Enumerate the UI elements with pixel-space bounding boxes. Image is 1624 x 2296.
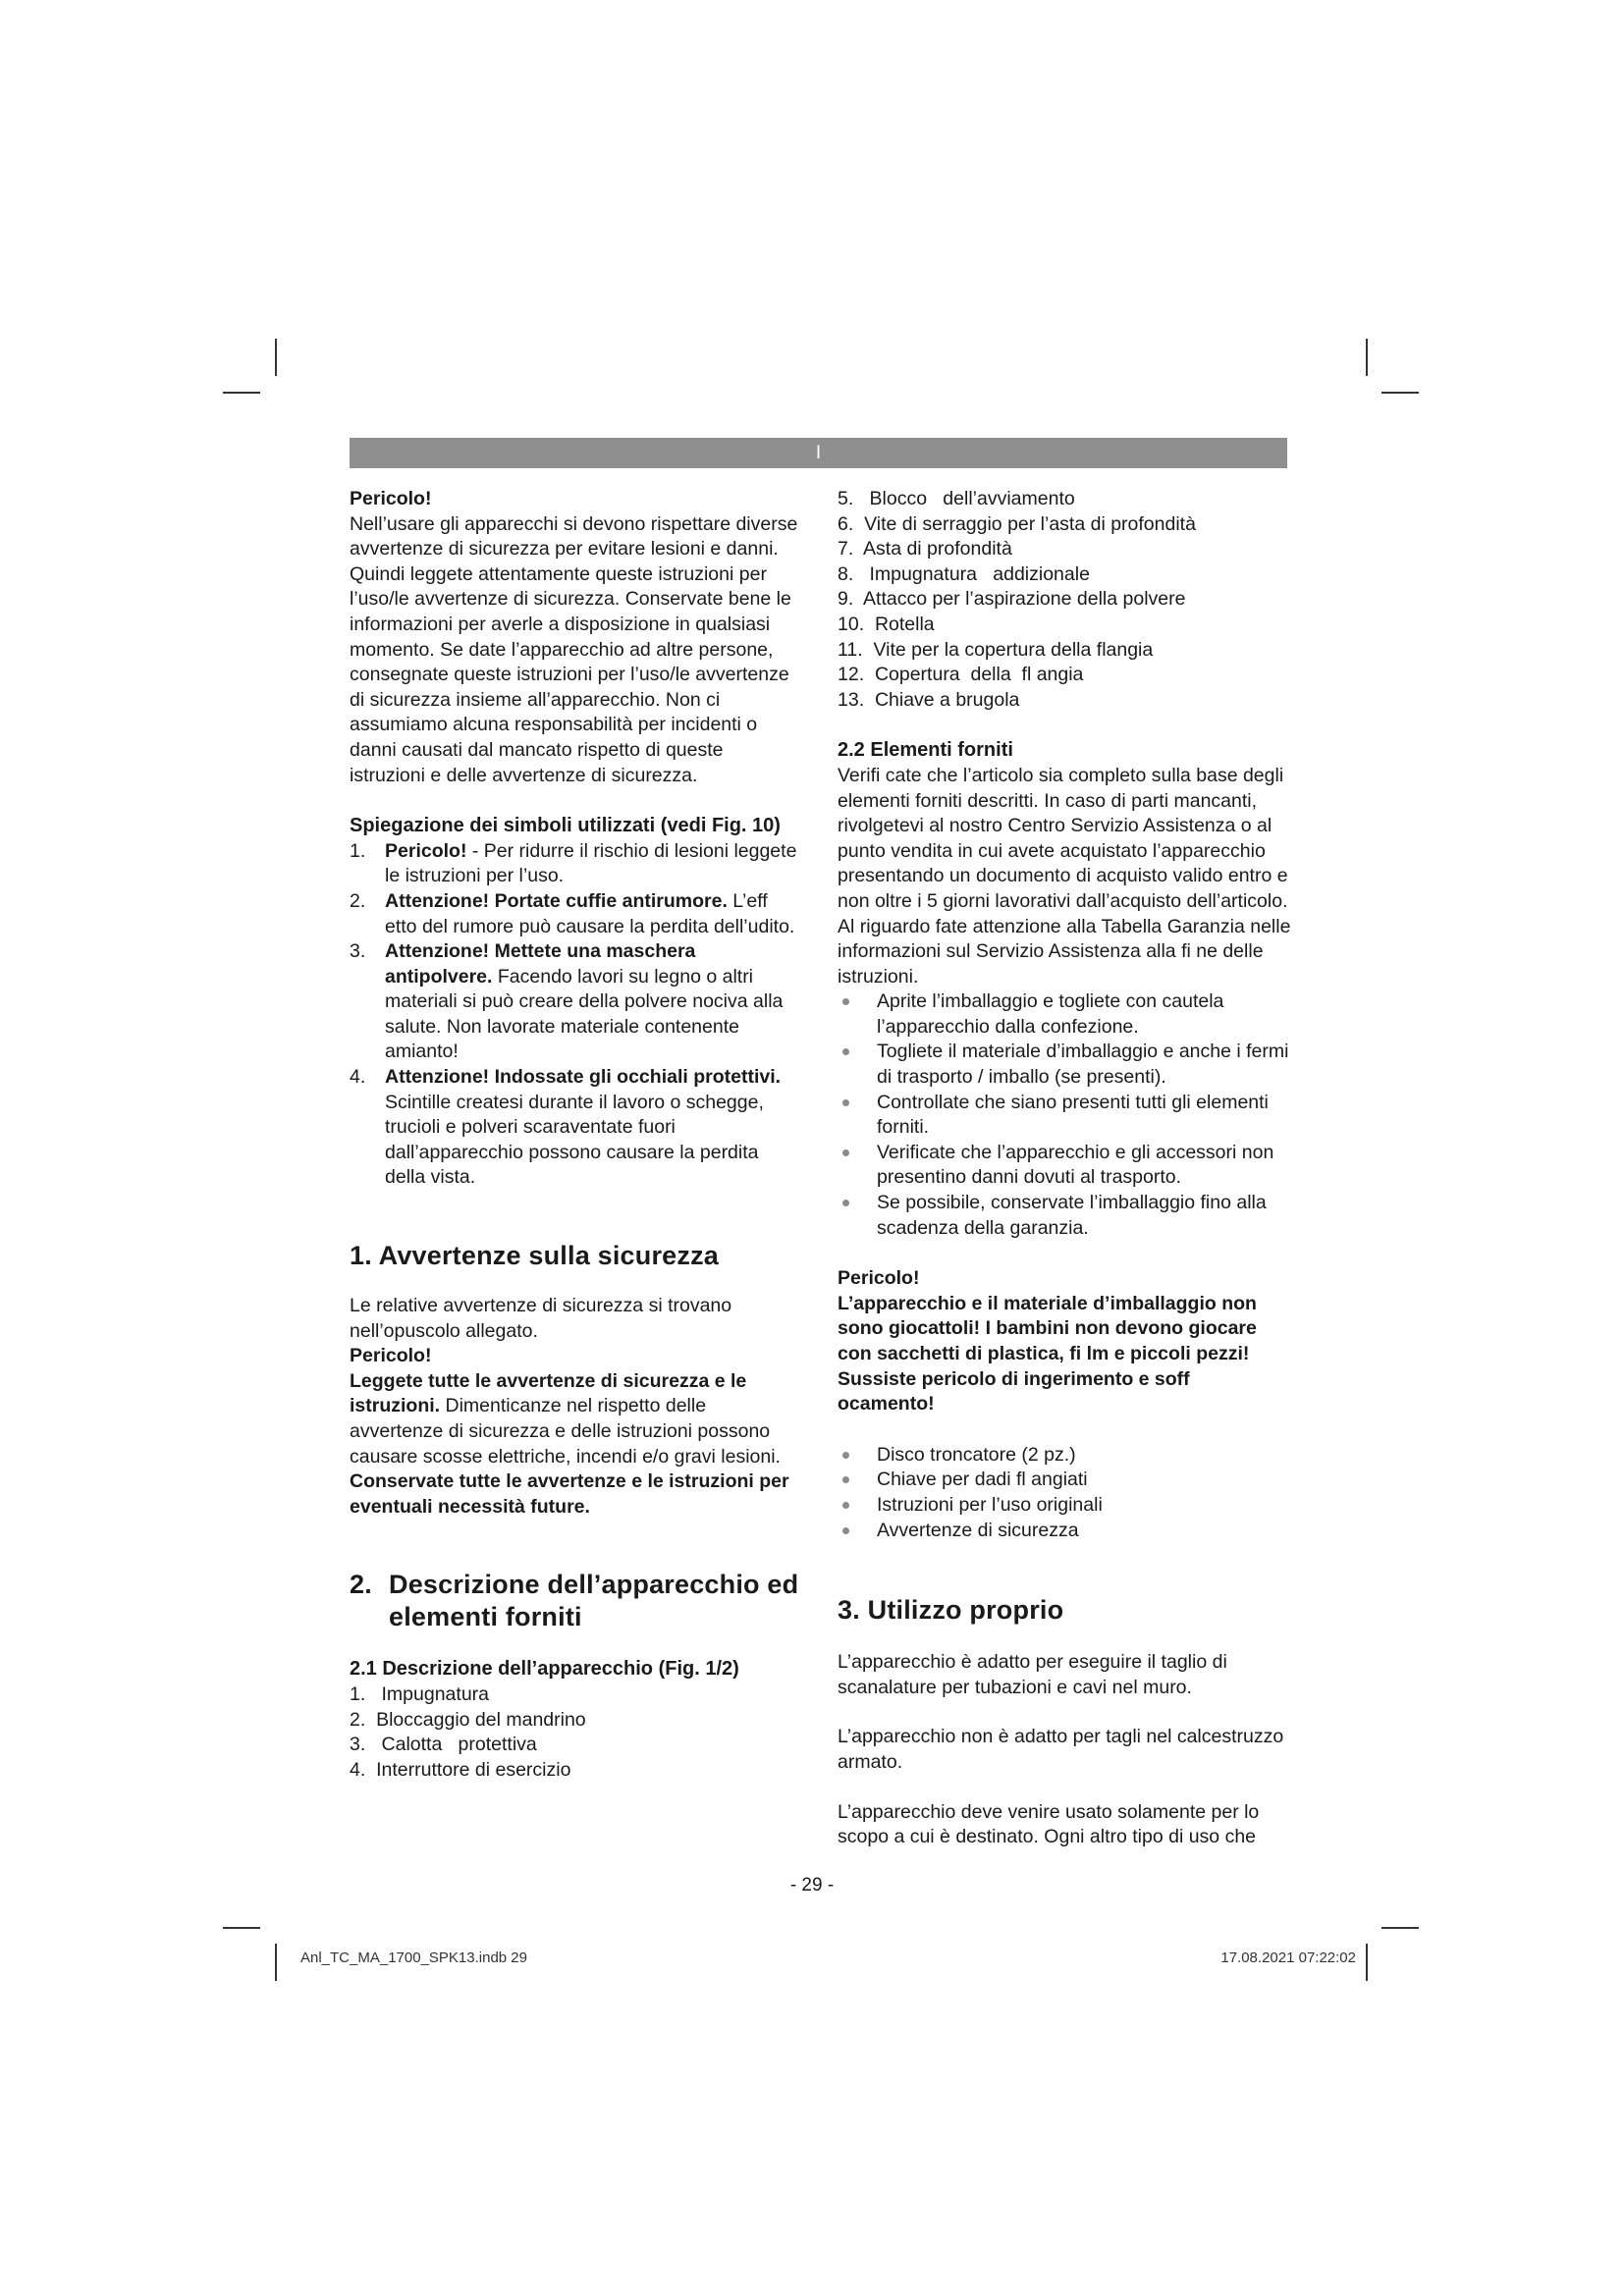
section-1-text: Le relative avvertenze di sicurezza si trovano nell’opuscolo allegato. [350, 1295, 732, 1342]
section-1-title: 1. Avvertenze sulla sicurezza [350, 1241, 719, 1271]
crop-mark [223, 1927, 260, 1929]
symbols-title: Spiegazione dei simboli utilizzati (vedi Fig. 10) [350, 815, 781, 837]
list-item: Se possibile, conservate l’imballaggio fino alla scadenza della garanzia. [838, 1191, 1291, 1241]
list-item: 6. Vite di serraggio per l’asta di profondità [838, 512, 1196, 535]
section-3-paragraph: L’apparecchio non è adatto per tagli nel calcestruzzo armato. [838, 1726, 1284, 1773]
subsection-2-2-text: Verifi cate che l’articolo sia completo sulla base degli elementi forniti descritti. In caso di parti mancanti, rivolgetevi al nostro Centro Servizio Assistenza o al punto vendita in cui avete acquistato l’apparecchio presentando un documento di acquisto valido entro e non oltre i 5 giorni lavorativi dall’acquisto dell’articolo. Al riguardo fate attenzione alla Tabella Garanzia nelle informazioni sul Servizio Assistenza alla fi ne delle istruzioni. [838, 764, 1291, 988]
list-item: 2. Attenzione! Portate cuffie antirumore. L’eff etto del rumore può causare la perdita dell’udito. [350, 889, 795, 937]
list-item: 1. Pericolo! - Per ridurre il rischio di lesioni leggete le istruzioni per l’uso. [350, 839, 797, 887]
danger-title: Pericolo! [350, 488, 432, 509]
crop-mark [1366, 339, 1368, 376]
section-1-danger: Pericolo! [350, 1345, 432, 1367]
list-item: 13. Chiave a brugola [838, 688, 1020, 711]
danger-2-title: Pericolo! [838, 1267, 920, 1290]
crop-mark [1366, 1944, 1368, 1981]
crop-mark [223, 392, 260, 394]
list-item: 10. Rotella [838, 613, 935, 635]
section-2-title: 2. Descrizione dell’apparecchio ed elementi forniti [350, 1570, 799, 1632]
right-column [838, 487, 1291, 1850]
list-item: 11. Vite per la copertura della flangia [838, 638, 1154, 661]
list-item: 2. Bloccaggio del mandrino [350, 1708, 586, 1731]
danger-text: Nell’usare gli apparecchi si devono rispettare diverse avvertenze di sicurezza per evitare lesioni e danni. Quindi leggete attentamente queste istruzioni per l’uso/le avvertenze di sicurezza. Conservate bene le informazioni per averle a disposizione in qualsiasi momento. Se date l’apparecchio ad altre persone, consegnate queste istruzioni per l’uso/le avvertenze di sicurezza insieme all’apparecchio. Non ci assumiamo alcuna responsabilità per incidenti o danni causati dal mancato rispetto di queste istruzioni e delle avvertenze di sicurezza. [350, 512, 798, 786]
subsection-2-2-title: 2.2 Elementi forniti [838, 739, 1013, 762]
section-1-warning: Leggete tutte le avvertenze di sicurezza e le istruzioni. Dimenticanze nel rispetto delle avvertenze di sicurezza e delle istruzioni possono causare scosse elettriche, incendi e/o gravi lesioni. [350, 1369, 781, 1468]
parts-list-right [838, 487, 1291, 713]
language-code: I [815, 443, 822, 463]
section-1-keep: Conservate tutte le avvertenze e le istruzioni per eventuali necessità future. [350, 1470, 789, 1518]
section-3-paragraph: L’apparecchio deve venire usato solamente per lo scopo a cui è destinato. Ogni altro tipo di uso che [838, 1800, 1260, 1848]
list-item: 3. Attenzione! Mettete una maschera antipolvere. Facendo lavori su legno o altri materiali si può creare della polvere nociva alla salute. Non lavorate materiale contenente amianto! [350, 940, 784, 1063]
list-item: Aprite l’imballaggio e togliete con cautela l’apparecchio dalla confezione. [838, 989, 1291, 1040]
crop-mark [275, 1944, 277, 1981]
list-item: Verificate che l’apparecchio e gli accessori non presentino danni dovuti al trasporto. [838, 1141, 1291, 1191]
symbols-list [350, 839, 803, 1191]
list-item: Istruzioni per l’uso originali [838, 1493, 1291, 1519]
crop-mark [1381, 1927, 1419, 1929]
language-header-bar [350, 438, 1287, 468]
list-item: 4. Attenzione! Indossate gli occhiali protettivi. Scintille createsi durante il lavoro o schegge, trucioli e polveri scaraventate fuori dall’apparecchio possono causare la perdita della vista. [350, 1066, 782, 1189]
subsection-2-1-title: 2.1 Descrizione dell’apparecchio (Fig. 1/2) [350, 1658, 739, 1681]
list-item: 3. Calotta protettiva [350, 1734, 537, 1756]
left-column [350, 487, 803, 1783]
supplied-items-list [838, 1443, 1291, 1543]
list-item: Togliete il materiale d’imballaggio e anche i fermi di trasporto / imballo (se presenti). [838, 1040, 1291, 1090]
parts-list-left [350, 1682, 803, 1783]
section-3-title: 3. Utilizzo proprio [838, 1595, 1064, 1626]
list-item: 12. Copertura della fl angia [838, 664, 1084, 686]
list-item: Controllate che siano presenti tutti gli elementi forniti. [838, 1091, 1291, 1141]
danger-2-text: L’apparecchio e il materiale d’imballaggio non sono giocattoli! I bambini non devono giocare con sacchetti di plastica, fi lm e piccoli pezzi! Sussiste pericolo di ingerimento e soff ocamento! [838, 1292, 1257, 1415]
footer-file-info: Anl_TC_MA_1700_SPK13.indb 29 [300, 1949, 527, 1966]
list-item: Chiave per dadi fl angiati [838, 1468, 1291, 1493]
list-item: Disco troncatore (2 pz.) [838, 1443, 1291, 1468]
list-item: 8. Impugnatura addizionale [838, 562, 1090, 585]
crop-mark [1381, 392, 1419, 394]
list-item: Avvertenze di sicurezza [838, 1519, 1291, 1544]
list-item: 5. Blocco dell’avviamento [838, 488, 1075, 509]
list-item: 7. Asta di profondità [838, 538, 1012, 561]
list-item: 1. Impugnatura [350, 1682, 490, 1705]
page-number: - 29 - [789, 1875, 835, 1896]
footer-datetime: 17.08.2021 07:22:02 [1220, 1949, 1356, 1966]
unpacking-steps [838, 989, 1291, 1241]
section-3-paragraph: L’apparecchio è adatto per eseguire il taglio di scanalature per tubazioni e cavi nel muro. [838, 1651, 1227, 1698]
list-item: 4. Interruttore di esercizio [350, 1758, 571, 1781]
list-item: 9. Attacco per l’aspirazione della polvere [838, 588, 1186, 611]
crop-mark [275, 339, 277, 376]
